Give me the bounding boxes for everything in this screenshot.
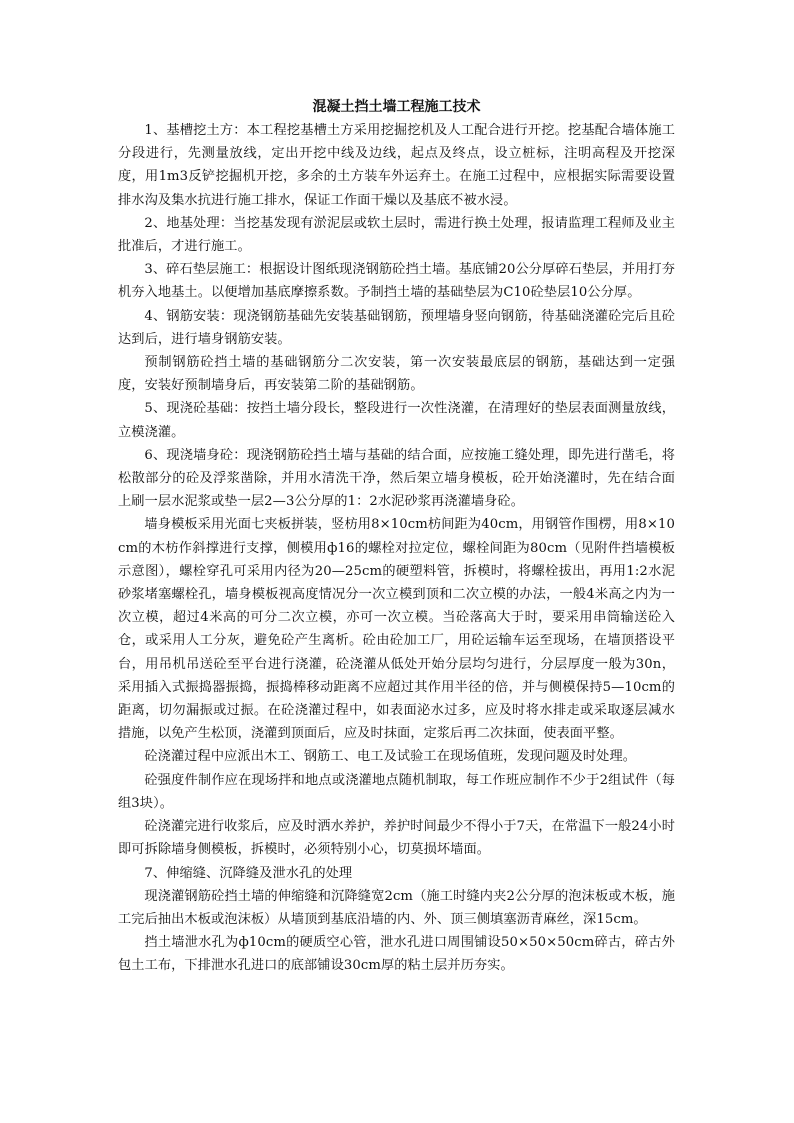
paragraph-test-specimens: 砼强度件制作应在现场拌和地点或浇灌地点随机制取，每工作班应制作不少于2组试件（每组3块）。 — [118, 772, 675, 811]
paragraph-wall-formwork: 墙身模板采用光面七夹板拼装，竖枋用8×10cm枋间距为40cm，用钢管作围楞，用8×10cm的木枋作斜撑进行支撑，侧模用ф16的螺栓对拉定位，螺栓间距为80cm（见附件挡墙模板示意图），螺栓穿孔可采用内径为20—25cm的硬塑料管，拆模时，将螺栓拔出，再用1:2水泥砂浆堵塞螺栓孔，墙身模板视高度情况分一次立模到顶和二次立模的办法，一般4米高之内为一次立模，超过4米高的可分二次立模，亦可一次立模。当砼落高大于时，要采用串筒输送砼入仓，或采用人工分灰，避免砼产生离析。砼由砼加工厂，用砼运输车运至现场，在墙顶搭设平台，用吊机吊送砼至平台进行浇灌，砼浇灌从低处开始分层均匀进行，分层厚度一般为30n，采用插入式振捣器振捣，振捣棒移动距离不应超过其作用半径的倍，并与侧模保持5—10cm的距离，切勿漏振或过振。在砼浇灌过程中，如表面泌水过多，应及时将水排走或采取逐层减水措施，以免产生松顶，浇灌到顶面后，应及时抹面，定浆后再二次抹面，使表面平整。 — [118, 517, 675, 742]
paragraph-gravel-cushion: 3、碎石垫层施工：根据设计图纸现浇钢筋砼挡土墙。基底铺20公分厚碎石垫层，并用打夯机夯入地基土。以便增加基底摩擦系数。予制挡土墙的基础垫层为C10砼垫层10公分厚。 — [118, 262, 675, 301]
paragraph-on-site-staff: 砼浇灌过程中应派出木工、钢筋工、电工及试验工在现场值班，发现问题及时处理。 — [144, 749, 637, 765]
paragraph-excavation: 1、基槽挖土方：本工程挖基槽土方采用挖掘挖机及人工配合进行开挖。挖基配合墙体施工分段进行，先测量放线，定出开挖中线及边线，起点及终点，设立桩标，注明高程及开挖深度，用1m3反铲挖掘机开挖，多余的土方装车外运弃土。在施工过程中，应根据实际需要设置排水沟及集水抗进行施工排水，保证工作面干燥以及基底不被水浸。 — [118, 123, 675, 208]
paragraph-precast-rebar: 预制钢筋砼挡土墙的基础钢筋分二次安装，第一次安装最底层的钢筋，基础达到一定强度，安装好预制墙身后，再安装第二阶的基础钢筋。 — [118, 355, 675, 394]
paragraph-curing: 砼浇灌完进行收浆后，应及时洒水养护，养护时间最少不得小于7天，在常温下一般24小时即可拆除墙身侧模板，拆模时，必须特别小心，切莫损坏墙面。 — [118, 819, 675, 858]
document-title: 混凝土挡土墙工程施工技术 — [312, 99, 481, 115]
paragraph-joints: 现浇灌钢筋砼挡土墙的伸缩缝和沉降缝宽2cm（施工时缝内夹2公分厚的泡沫板或木板，施工完后抽出木板或泡沫板）从墙顶到基底沿墙的内、外、顶三侧填塞沥青麻丝，深15cm。 — [118, 888, 675, 927]
paragraph-foundation-treatment: 2、地基处理：当挖基发现有淤泥层或软土层时，需进行换土处理，报请监理工程师及业主批准后，才进行施工。 — [118, 215, 675, 255]
paragraph-rebar-installation: 4、钢筋安装：现浇钢筋基础先安装基础钢筋，预埋墙身竖向钢筋，待基础浇灌砼完后且砼达到后，进行墙身钢筋安装。 — [118, 308, 675, 347]
document-page — [118, 97, 675, 978]
paragraph-cast-wall: 6、现浇墙身砼：现浇钢筋砼挡土墙与基础的结合面，应按施工缝处理，即先进行凿毛，将松散部分的砼及浮浆凿除，并用水清洗干净，然后架立墙身模板，砼开始浇灌时，先在结合面上刷一层水泥浆或垫一层2—3公分厚的1：2水泥砂浆再浇灌墙身砼。 — [118, 447, 675, 510]
paragraph-drain-holes: 挡土墙泄水孔为ф10cm的硬质空心管，泄水孔进口周围铺设50×50×50cm碎古，碎古外包土工布，下排泄水孔进口的底部铺设30cm厚的粘土层并历夯实。 — [118, 935, 675, 974]
paragraph-joints-heading: 7、伸缩缝、沉降缝及泄水孔的处理 — [144, 865, 353, 881]
paragraph-cast-foundation: 5、现浇砼基础：按挡土墙分段长，整段进行一次性浇灌，在清理好的垫层表面测量放线，立模浇灌。 — [118, 401, 675, 440]
